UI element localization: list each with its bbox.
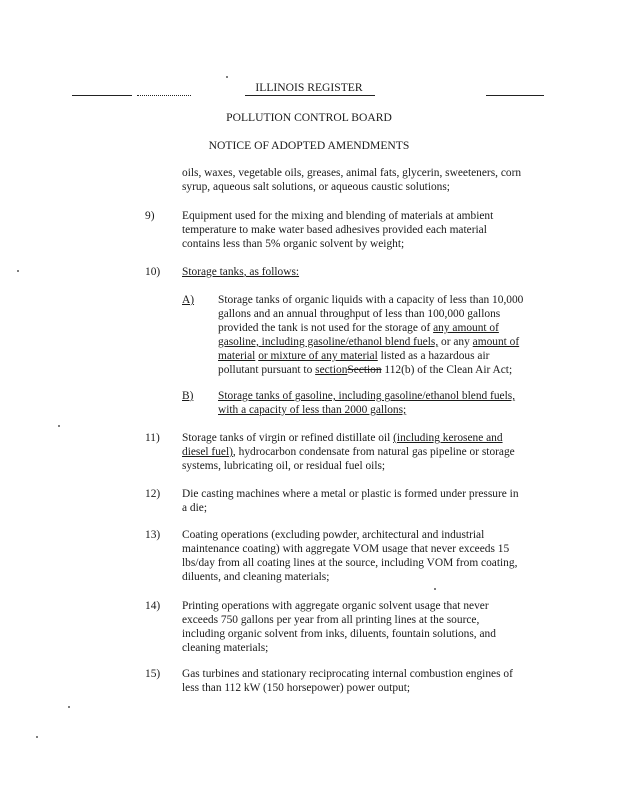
item-9-line-1: Equipment used for the mixing and blending of materials at ambient [182, 210, 494, 222]
item-9-number: 9) [145, 210, 155, 222]
item-10-number: 10) [145, 266, 161, 278]
item-13-line-1: Coating operations (excluding powder, architectural and industrial [182, 529, 485, 541]
item-11-number: 11) [145, 432, 160, 444]
item-10-heading-added: , as follows: [243, 266, 300, 278]
intro-line-2: syrup, aqueous salt solutions, or aqueous caustic solutions; [182, 181, 450, 193]
item-13-line-4: diluents, and cleaning materials; [182, 571, 330, 583]
item-9-line-3: contains less than 5% organic solvent by weight; [182, 238, 405, 250]
item-10a-line-5: material or mixture of any material listed as a hazardous air [218, 350, 490, 362]
item-9-text [182, 209, 493, 251]
item-10b-text [218, 389, 515, 417]
header-rule-left-2 [137, 95, 191, 96]
item-10-heading [182, 265, 299, 279]
intro-paragraph [182, 166, 521, 194]
scan-speck [434, 588, 436, 590]
notice-title: NOTICE OF ADOPTED AMENDMENTS [208, 139, 410, 152]
scan-speck [58, 425, 60, 427]
item-10-heading-text: Storage tanks [182, 266, 244, 278]
intro-line-1: oils, waxes, vegetable oils, greases, animal fats, glycerin, sweeteners, corn [182, 167, 522, 179]
item-10a-label: A) [182, 294, 195, 306]
item-15-text [182, 667, 513, 695]
item-10b-line-1: Storage tanks of gasoline, including gasoline/ethanol blend fuels, [218, 390, 516, 402]
inserted-text: gasoline, including gasoline/ethanol blend fuels, [218, 336, 439, 348]
item-15-number: 15) [145, 668, 161, 680]
item-13-line-2: maintenance coating) with aggregate VOM usage that never exceeds 15 [182, 543, 510, 555]
item-10a-line-2: gallons and an annual throughput of less than 100,000 gallons [218, 308, 501, 320]
inserted-text: any amount of [433, 322, 499, 334]
item-15-line-1: Gas turbines and stationary reciprocating internal combustion engines of [182, 668, 513, 680]
item-12-text [182, 487, 519, 515]
scan-speck [68, 706, 70, 708]
item-14-text [182, 599, 496, 655]
item-15-line-2: less than 112 kW (150 horsepower) power output; [182, 682, 411, 694]
item-10a-line-6: pollutant pursuant to sectionSection 112(b) of the Clean Air Act; [218, 364, 513, 376]
item-11-line-2: diesel fuel), hydrocarbon condensate from natural gas pipeline or storage [182, 446, 515, 458]
item-14-line-1: Printing operations with aggregate organic solvent usage that never [182, 600, 489, 612]
item-14-line-3: including organic solvent from inks, diluents, fountain solutions, and [182, 628, 496, 640]
item-11-line-1: Storage tanks of virgin or refined distillate oil (including kerosene and [182, 432, 503, 444]
deleted-text: Section [347, 364, 382, 376]
item-14-number: 14) [145, 600, 161, 612]
inserted-text: amount of [472, 336, 520, 348]
item-10a-line-4: gasoline, including gasoline/ethanol blend fuels, or any amount of [218, 336, 520, 348]
inserted-text: or mixture of any material [258, 350, 378, 362]
inserted-text: diesel fuel) [182, 446, 233, 458]
inserted-text: material [218, 350, 256, 362]
header-rule-center [245, 95, 375, 96]
header-rule-left [72, 95, 132, 96]
item-14-line-2: exceeds 750 gallons per year from all printing lines at the source, [182, 614, 480, 626]
header-rule-right [486, 95, 544, 96]
item-12-line-2: a die; [182, 502, 207, 514]
item-13-number: 13) [145, 529, 161, 541]
scan-speck [17, 270, 19, 272]
item-10b-label: B) [182, 390, 194, 402]
item-13-line-3: lbs/day from all coating lines at the source, including VOM from coating, [182, 557, 518, 569]
item-9-line-2: temperature to make water based adhesives provided each material [182, 224, 487, 236]
item-11-text [182, 431, 515, 473]
register-title: ILLINOIS REGISTER [255, 81, 363, 94]
scan-speck [36, 736, 38, 738]
inserted-text: (including kerosene and [393, 432, 503, 444]
inserted-text: section [315, 364, 348, 376]
item-14-line-4: cleaning materials; [182, 642, 269, 654]
item-10b-line-2: with a capacity of less than 2000 gallons; [218, 404, 407, 416]
item-11-line-3: systems, lubricating oil, or residual fuel oils; [182, 460, 386, 472]
item-10a-line-3: provided the tank is not used for the storage of any amount of [218, 322, 499, 334]
item-10a-line-1: Storage tanks of organic liquids with a capacity of less than 10,000 [218, 294, 524, 306]
board-title: POLLUTION CONTROL BOARD [226, 111, 392, 124]
item-13-text [182, 528, 517, 584]
item-12-number: 12) [145, 488, 161, 500]
scan-speck [226, 76, 228, 78]
item-10a-text [218, 293, 523, 377]
item-12-line-1: Die casting machines where a metal or plastic is formed under pressure in [182, 488, 519, 500]
